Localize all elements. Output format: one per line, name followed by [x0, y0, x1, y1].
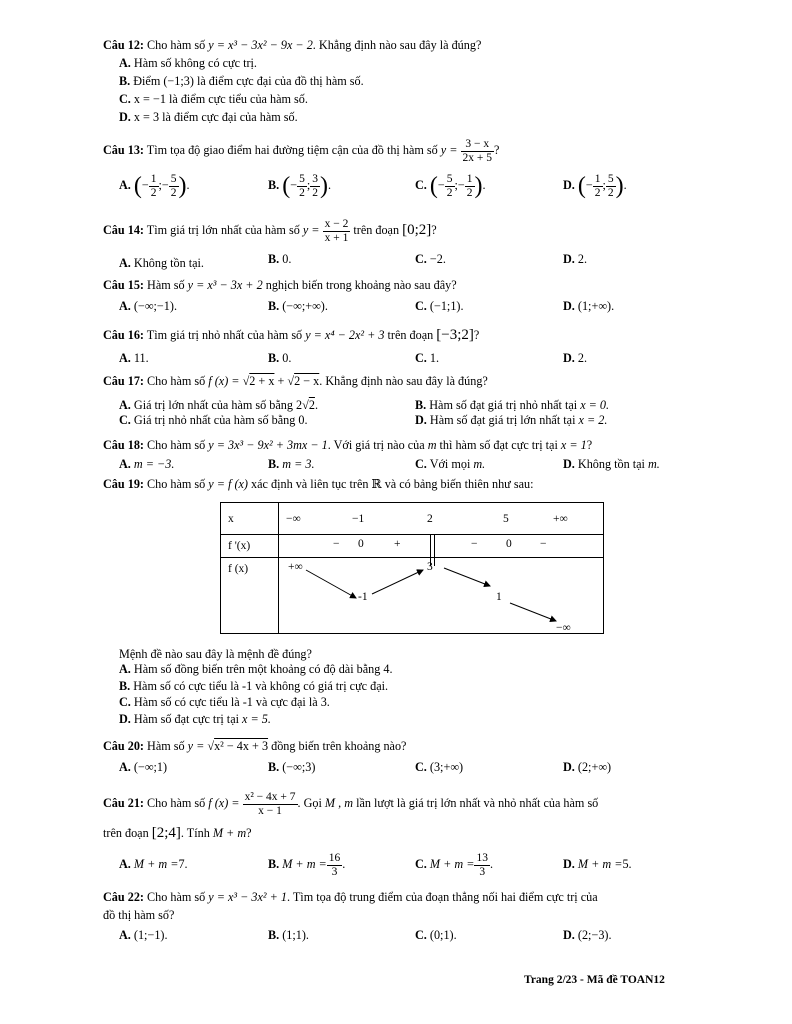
option-key: B. — [268, 457, 280, 471]
option-key: B. — [415, 398, 427, 412]
option-text: Hàm số có cực tiểu là -1 và không có giá trị cực đại. — [133, 679, 389, 693]
formula: y = x³ − 3x + 2 — [187, 278, 263, 292]
option-17d[interactable] — [415, 413, 607, 428]
variation-table-grid — [220, 502, 604, 634]
numerator: 1 — [150, 172, 157, 185]
denominator: 2 — [446, 186, 453, 199]
x-value: 2 — [427, 513, 433, 525]
option-key: A. — [119, 662, 131, 676]
question-14 — [103, 216, 437, 245]
formula: y = — [187, 739, 205, 753]
option-text: Hàm số đạt giá trị lớn nhất tại — [429, 413, 576, 427]
sign: − — [585, 178, 593, 192]
numerator: x − 2 — [324, 217, 349, 230]
option-13c[interactable]: C. (− $\frac{5}{2}$ ;− $\frac{1}{2}$ ). — [415, 172, 486, 200]
option-key: B. — [268, 178, 280, 192]
fraction — [465, 173, 475, 200]
option-text: 2. — [577, 351, 588, 365]
real-set-symbol: ℝ — [371, 477, 382, 491]
question-text: ? — [494, 143, 500, 157]
fraction — [243, 791, 298, 818]
question-label: Câu 22: — [103, 890, 144, 904]
option-key: D. — [415, 413, 427, 427]
interval: [2;4] — [151, 825, 181, 841]
x-value: −∞ — [286, 513, 301, 525]
option-16c[interactable] — [415, 351, 439, 366]
option-20b[interactable] — [268, 760, 315, 775]
option-key: C. — [415, 457, 427, 471]
option-key: D. — [563, 351, 575, 365]
option-15c[interactable] — [415, 299, 464, 314]
option-14b[interactable] — [268, 252, 291, 267]
option-20c[interactable] — [415, 760, 463, 775]
option-15a[interactable] — [119, 299, 177, 314]
question-text: và có bảng biến thiên như sau: — [384, 477, 534, 491]
option-text: 0. — [282, 252, 292, 266]
denominator: 2x + 5 — [462, 151, 493, 164]
option-text: 5. — [622, 857, 632, 871]
paren: ( — [133, 173, 142, 200]
formula: y = — [302, 223, 320, 237]
numerator: 5 — [607, 172, 614, 185]
paren: ( — [429, 173, 438, 200]
question-13 — [103, 136, 499, 165]
question-text: Tìm giá trị lớn nhất của hàm số — [146, 223, 300, 237]
question-text: Tìm tọa độ giao điểm hai đường tiệm cận của đồ thị hàm số — [146, 143, 438, 157]
option-text: . — [489, 857, 493, 871]
question-17: Câu 17: Cho hàm số f (x) = √2 + x + √2 − x. Khẳng định nào sau đây là đúng? — [103, 374, 488, 388]
option-text: (1;−1). — [133, 928, 168, 942]
option-text: (1;+∞). — [577, 299, 615, 313]
question-text: Hàm số — [147, 278, 185, 292]
x-value: +∞ — [553, 513, 568, 525]
option-18c[interactable] — [415, 457, 485, 472]
question-text: Cho hàm số — [147, 438, 206, 452]
question-label: Câu 15: — [103, 278, 144, 292]
radicand: x² − 4x + 3 — [214, 739, 269, 753]
option-text: Giá trị lớn nhất của hàm số bằng — [133, 398, 293, 412]
numerator: 16 — [328, 851, 341, 864]
formula: M , m — [324, 796, 354, 810]
option-key: A. — [119, 56, 131, 70]
option-key: D. — [563, 252, 575, 266]
formula: y = x³ − 3x² − 9x − 2 — [208, 38, 313, 52]
option-key: B. — [119, 679, 131, 693]
numerator: 3 − x — [461, 138, 495, 152]
decrease-arrow — [510, 603, 556, 621]
option-text: (−∞;1) — [133, 760, 168, 774]
option-key: C. — [415, 252, 427, 266]
option-key: D. — [563, 928, 575, 942]
option-key: A. — [119, 351, 131, 365]
interval: [−3;2] — [436, 327, 474, 343]
formula: y = x³ − 3x² + 1 — [208, 890, 287, 904]
formula: m — [427, 438, 437, 452]
option-key: A. — [119, 299, 131, 313]
formula: M + m = — [133, 857, 179, 871]
denominator: 2 — [607, 186, 614, 199]
question-15 — [103, 278, 457, 293]
option-key: D. — [119, 712, 131, 726]
option-key: B. — [268, 928, 280, 942]
question-19 — [103, 477, 533, 492]
option-key: B. — [268, 857, 280, 871]
option-key: D. — [563, 178, 575, 192]
function-value: -1 — [358, 591, 368, 603]
fraction — [310, 173, 320, 200]
option-text: Hàm số đạt cực trị tại — [133, 712, 239, 726]
question-text: Cho hàm số — [147, 374, 206, 388]
question-text: Cho hàm số — [147, 890, 206, 904]
question-text: . Tìm tọa độ trung điểm của đoạn thẳng nối hai điểm cực trị của — [286, 890, 598, 904]
decrease-arrow — [306, 570, 356, 598]
question-text: nghịch biến trong khoảng nào sau đây? — [265, 278, 457, 292]
denominator: 2 — [466, 186, 473, 199]
formula: y = — [440, 143, 458, 157]
question-text: . Khẳng định nào sau đây là đúng? — [319, 374, 488, 388]
paren: ( — [282, 173, 291, 200]
option-22a[interactable] — [119, 928, 168, 943]
option-key: D. — [563, 857, 575, 871]
row-label-x: x — [228, 513, 234, 525]
question-21 — [103, 788, 598, 818]
denominator: 2 — [312, 186, 318, 199]
option-21d[interactable] — [563, 849, 632, 879]
denominator: x − 1 — [258, 804, 282, 817]
question-text: Tìm giá trị nhỏ nhất của hàm số — [146, 328, 303, 342]
question-text: ? — [586, 438, 593, 452]
numerator: 13 — [476, 851, 488, 864]
option-text: . — [314, 398, 318, 412]
option-key: C. — [119, 92, 131, 106]
option-text: 0. — [282, 351, 292, 365]
sign: − — [290, 178, 298, 192]
increase-arrow — [372, 570, 423, 594]
formula: f (x) = — [208, 374, 240, 388]
option-text: m = −3. — [133, 457, 175, 471]
fraction — [323, 218, 351, 245]
fraction — [327, 851, 346, 879]
option-text: −2. — [429, 252, 446, 266]
question-20: Câu 20: Hàm số y = √x² − 4x + 3 đồng biến trên khoảng nào? — [103, 739, 407, 753]
question-label: Câu 14: — [103, 223, 144, 237]
option-text: (−1;1). — [429, 299, 464, 313]
radicand: 2 − x — [294, 374, 320, 388]
question-text: . Gọi — [297, 796, 322, 810]
sign-value: − — [333, 538, 340, 550]
option-18d[interactable] — [563, 457, 660, 472]
option-text: (−∞;3) — [282, 760, 316, 774]
formula: x = 1 — [560, 438, 587, 452]
option-18a[interactable] — [119, 457, 174, 472]
fraction — [593, 173, 603, 200]
option-21c[interactable] — [415, 849, 493, 879]
option-text: (−∞;+∞). — [282, 299, 328, 313]
fraction — [445, 173, 455, 200]
formula: f (x) = — [208, 796, 240, 810]
option-21b[interactable] — [268, 849, 345, 879]
option-text: m = 3. — [282, 457, 315, 471]
option-13b[interactable]: B. (− $\frac{5}{2}$ ; $\frac{3}{2}$ ). — [268, 172, 332, 200]
denominator: 2 — [150, 186, 157, 199]
option-text: (2;+∞) — [577, 760, 612, 774]
function-value: −∞ — [556, 622, 571, 634]
question-text: trên đoạn — [103, 826, 149, 840]
fraction — [169, 173, 179, 200]
denominator: 3 — [479, 865, 486, 878]
sign: − — [161, 178, 169, 192]
option-19a[interactable] — [119, 662, 393, 677]
option-17a[interactable]: A. Giá trị lớn nhất của hàm số bằng 2√2. — [119, 398, 318, 412]
x-value: −1 — [352, 513, 365, 525]
numerator: 1 — [466, 172, 473, 185]
option-17b[interactable] — [415, 398, 609, 413]
question-text: ? — [473, 328, 480, 342]
option-17c[interactable] — [119, 413, 308, 428]
option-12b[interactable] — [119, 74, 364, 89]
option-text: Hàm số đạt giá trị nhỏ nhất tại — [429, 398, 578, 412]
option-text: Hàm số không có cực trị. — [133, 56, 257, 70]
option-text: Không tồn tại — [577, 457, 645, 471]
option-19c[interactable] — [119, 695, 330, 710]
option-text: (0;1). — [429, 928, 457, 942]
option-16b[interactable] — [268, 351, 291, 366]
option-key: B. — [268, 299, 280, 313]
option-key: A. — [119, 398, 131, 412]
question-text: Hàm số — [147, 739, 185, 753]
formula: M + m — [212, 826, 247, 840]
formula: M + m = — [577, 857, 623, 871]
radicand: 2 + x — [249, 374, 275, 388]
option-text: (3;+∞) — [429, 760, 464, 774]
option-key: A. — [119, 178, 131, 192]
option-19b[interactable] — [119, 679, 388, 694]
question-label: Câu 16: — [103, 328, 144, 342]
formula: y = x⁴ − 2x² + 3 — [305, 328, 385, 342]
option-text: Không tồn tại. — [133, 256, 204, 270]
numerator: 5 — [170, 172, 177, 185]
option-key: A. — [119, 760, 131, 774]
function-value: 1 — [496, 591, 502, 603]
option-key: D. — [563, 299, 575, 313]
option-key: C. — [119, 413, 131, 427]
option-key: A. — [119, 256, 131, 270]
option-key: D. — [563, 760, 575, 774]
question-label: Câu 20: — [103, 739, 144, 753]
option-text: 11. — [133, 351, 149, 365]
option-key: C. — [415, 857, 427, 871]
option-text: x = −1 là điểm cực tiểu của hàm số. — [133, 92, 308, 106]
question-text: trên đoạn — [353, 223, 400, 237]
row-label-derivative: f '(x) — [228, 540, 251, 552]
option-key: C. — [415, 178, 427, 192]
question-text: đồng biến trên khoảng nào? — [271, 739, 407, 753]
question-22-line2: đồ thị hàm số? — [103, 908, 175, 922]
option-12d[interactable] — [119, 110, 298, 125]
question-label: Câu 19: — [103, 477, 144, 491]
question-18 — [103, 438, 592, 453]
formula: M + m = — [429, 857, 475, 871]
question-label: Câu 17: — [103, 374, 144, 388]
option-key: C. — [415, 928, 427, 942]
formula: m. — [647, 457, 660, 471]
option-text: (−∞;−1). — [133, 299, 177, 313]
option-key: B. — [119, 74, 131, 88]
option-text: Điểm (−1;3) là điểm cực đại của đồ thị hàm số. — [133, 74, 364, 88]
paren: ) — [178, 173, 187, 200]
option-22b[interactable] — [268, 928, 309, 943]
radicand: 2 — [308, 398, 315, 412]
option-key: C. — [415, 760, 427, 774]
decrease-arrow — [444, 568, 490, 586]
option-text: Giá trị nhỏ nhất của hàm số bằng 0. — [133, 413, 308, 427]
option-key: B. — [268, 351, 280, 365]
option-key: A. — [119, 857, 131, 871]
option-key: D. — [119, 110, 131, 124]
paren: ) — [320, 173, 328, 200]
option-18b[interactable] — [268, 457, 315, 472]
numerator: 5 — [299, 172, 305, 185]
formula: x = 5. — [242, 712, 271, 726]
sign-value: + — [394, 538, 401, 550]
coefficient: 2 — [296, 398, 303, 412]
option-text: 2. — [577, 252, 588, 266]
fraction — [474, 852, 490, 879]
paren: ) — [474, 173, 483, 200]
x-value: 5 — [503, 513, 509, 525]
option-16a[interactable] — [119, 351, 149, 366]
question-21-line2 — [103, 826, 252, 841]
option-21a[interactable] — [119, 849, 188, 879]
option-14c[interactable] — [415, 252, 446, 267]
question-16 — [103, 328, 479, 343]
question-text: ? — [431, 223, 437, 237]
formula: M + m = — [282, 857, 327, 871]
option-key: A. — [119, 457, 131, 471]
question-text: thì hàm số đạt cực trị tại — [439, 438, 558, 452]
question-label: Câu 12: — [103, 38, 144, 52]
option-key: A. — [119, 928, 131, 942]
option-12a[interactable] — [119, 56, 257, 71]
numerator: 1 — [594, 172, 601, 185]
question-label: Câu 21: — [103, 796, 144, 810]
paren: ( — [577, 173, 586, 200]
option-15b[interactable] — [268, 299, 328, 314]
sign-value: − — [471, 538, 478, 550]
question-text: . Tính — [180, 826, 210, 840]
function-value: +∞ — [288, 561, 303, 573]
option-key: C. — [415, 299, 427, 313]
denominator: x + 1 — [324, 231, 349, 244]
page-footer: Trang 2/23 - Mã đề TOAN12 — [524, 974, 665, 986]
option-text: Hàm số đồng biến trên một khoảng có độ dài bằng 4. — [133, 662, 393, 676]
numerator: x² − 4x + 7 — [244, 790, 296, 803]
table-border — [221, 503, 604, 634]
formula: m. — [473, 457, 486, 471]
interval: [0;2] — [402, 222, 432, 238]
variation-table — [220, 502, 604, 634]
option-text: (2;−3). — [577, 928, 612, 942]
fraction — [606, 173, 616, 200]
option-text: 1. — [429, 351, 440, 365]
denominator: 2 — [170, 186, 177, 199]
option-22c[interactable] — [415, 928, 457, 943]
option-15d[interactable] — [563, 299, 614, 314]
option-20d[interactable] — [563, 760, 611, 775]
option-text: Với mọi — [429, 457, 471, 471]
question-text: Cho hàm số — [147, 796, 206, 810]
option-13d[interactable]: D. (− $\frac{1}{2}$ ; $\frac{5}{2}$ ). — [563, 172, 627, 200]
numerator: 3 — [312, 172, 318, 185]
option-text: . — [342, 857, 346, 871]
paren: ) — [615, 173, 624, 200]
question-label: Câu 13: — [103, 143, 144, 157]
fraction — [461, 138, 495, 165]
option-key: C. — [415, 351, 427, 365]
formula: y = 3x³ − 9x² + 3mx − 1 — [208, 438, 328, 452]
question-text: Cho hàm số — [147, 477, 206, 491]
option-text: x = 3 là điểm cực đại của hàm số. — [133, 110, 298, 124]
option-14d[interactable] — [563, 252, 587, 267]
question-12 — [103, 38, 481, 53]
option-13a[interactable]: A. (− $\frac{1}{2}$ ;− $\frac{5}{2}$ ). — [119, 172, 190, 200]
sign-value: 0 — [358, 538, 364, 550]
formula: x = 0. — [580, 398, 610, 412]
question-text: xác định và liên tục trên — [251, 477, 369, 491]
option-key: B. — [268, 252, 280, 266]
fraction — [149, 173, 159, 200]
question-text: lần lượt là giá trị lớn nhất và nhỏ nhất của hàm số — [356, 796, 599, 810]
option-12c[interactable] — [119, 92, 308, 107]
denominator: 2 — [299, 186, 305, 199]
function-value: 3 — [427, 561, 433, 573]
option-key: B. — [268, 760, 280, 774]
question-text: ? — [246, 826, 252, 840]
sign: − — [141, 178, 149, 192]
option-14a[interactable] — [119, 256, 204, 271]
option-key: D. — [563, 457, 575, 471]
sign: − — [457, 178, 465, 192]
sign: − — [437, 178, 445, 192]
sign-value: 0 — [506, 538, 512, 550]
formula: x = 2. — [578, 413, 608, 427]
option-19d[interactable] — [119, 712, 271, 727]
question-label: Câu 18: — [103, 438, 144, 452]
denominator: 2 — [594, 186, 601, 199]
numerator: 5 — [446, 172, 453, 185]
operator: + — [277, 374, 285, 388]
option-22d[interactable] — [563, 928, 612, 943]
option-key: C. — [119, 695, 131, 709]
option-20a[interactable] — [119, 760, 167, 775]
option-text: (1;1). — [282, 928, 309, 942]
question-22 — [103, 890, 598, 905]
option-text: Hàm số có cực tiểu là -1 và cực đại là 3. — [133, 695, 330, 709]
denominator: 3 — [331, 865, 338, 878]
sign-value: − — [540, 538, 547, 550]
fraction — [297, 173, 307, 200]
question-text: Cho hàm số — [147, 38, 206, 52]
question-19-prompt: Mệnh đề nào sau đây là mệnh đề đúng? — [119, 647, 312, 661]
question-text: . Khẳng định nào sau đây là đúng? — [312, 38, 482, 52]
row-label-function: f (x) — [228, 563, 249, 575]
option-text: 7. — [178, 857, 188, 871]
formula: y = f (x) — [208, 477, 248, 491]
question-text: trên đoạn — [387, 328, 434, 342]
option-16d[interactable] — [563, 351, 587, 366]
question-text: . Với giá trị nào của — [327, 438, 425, 452]
